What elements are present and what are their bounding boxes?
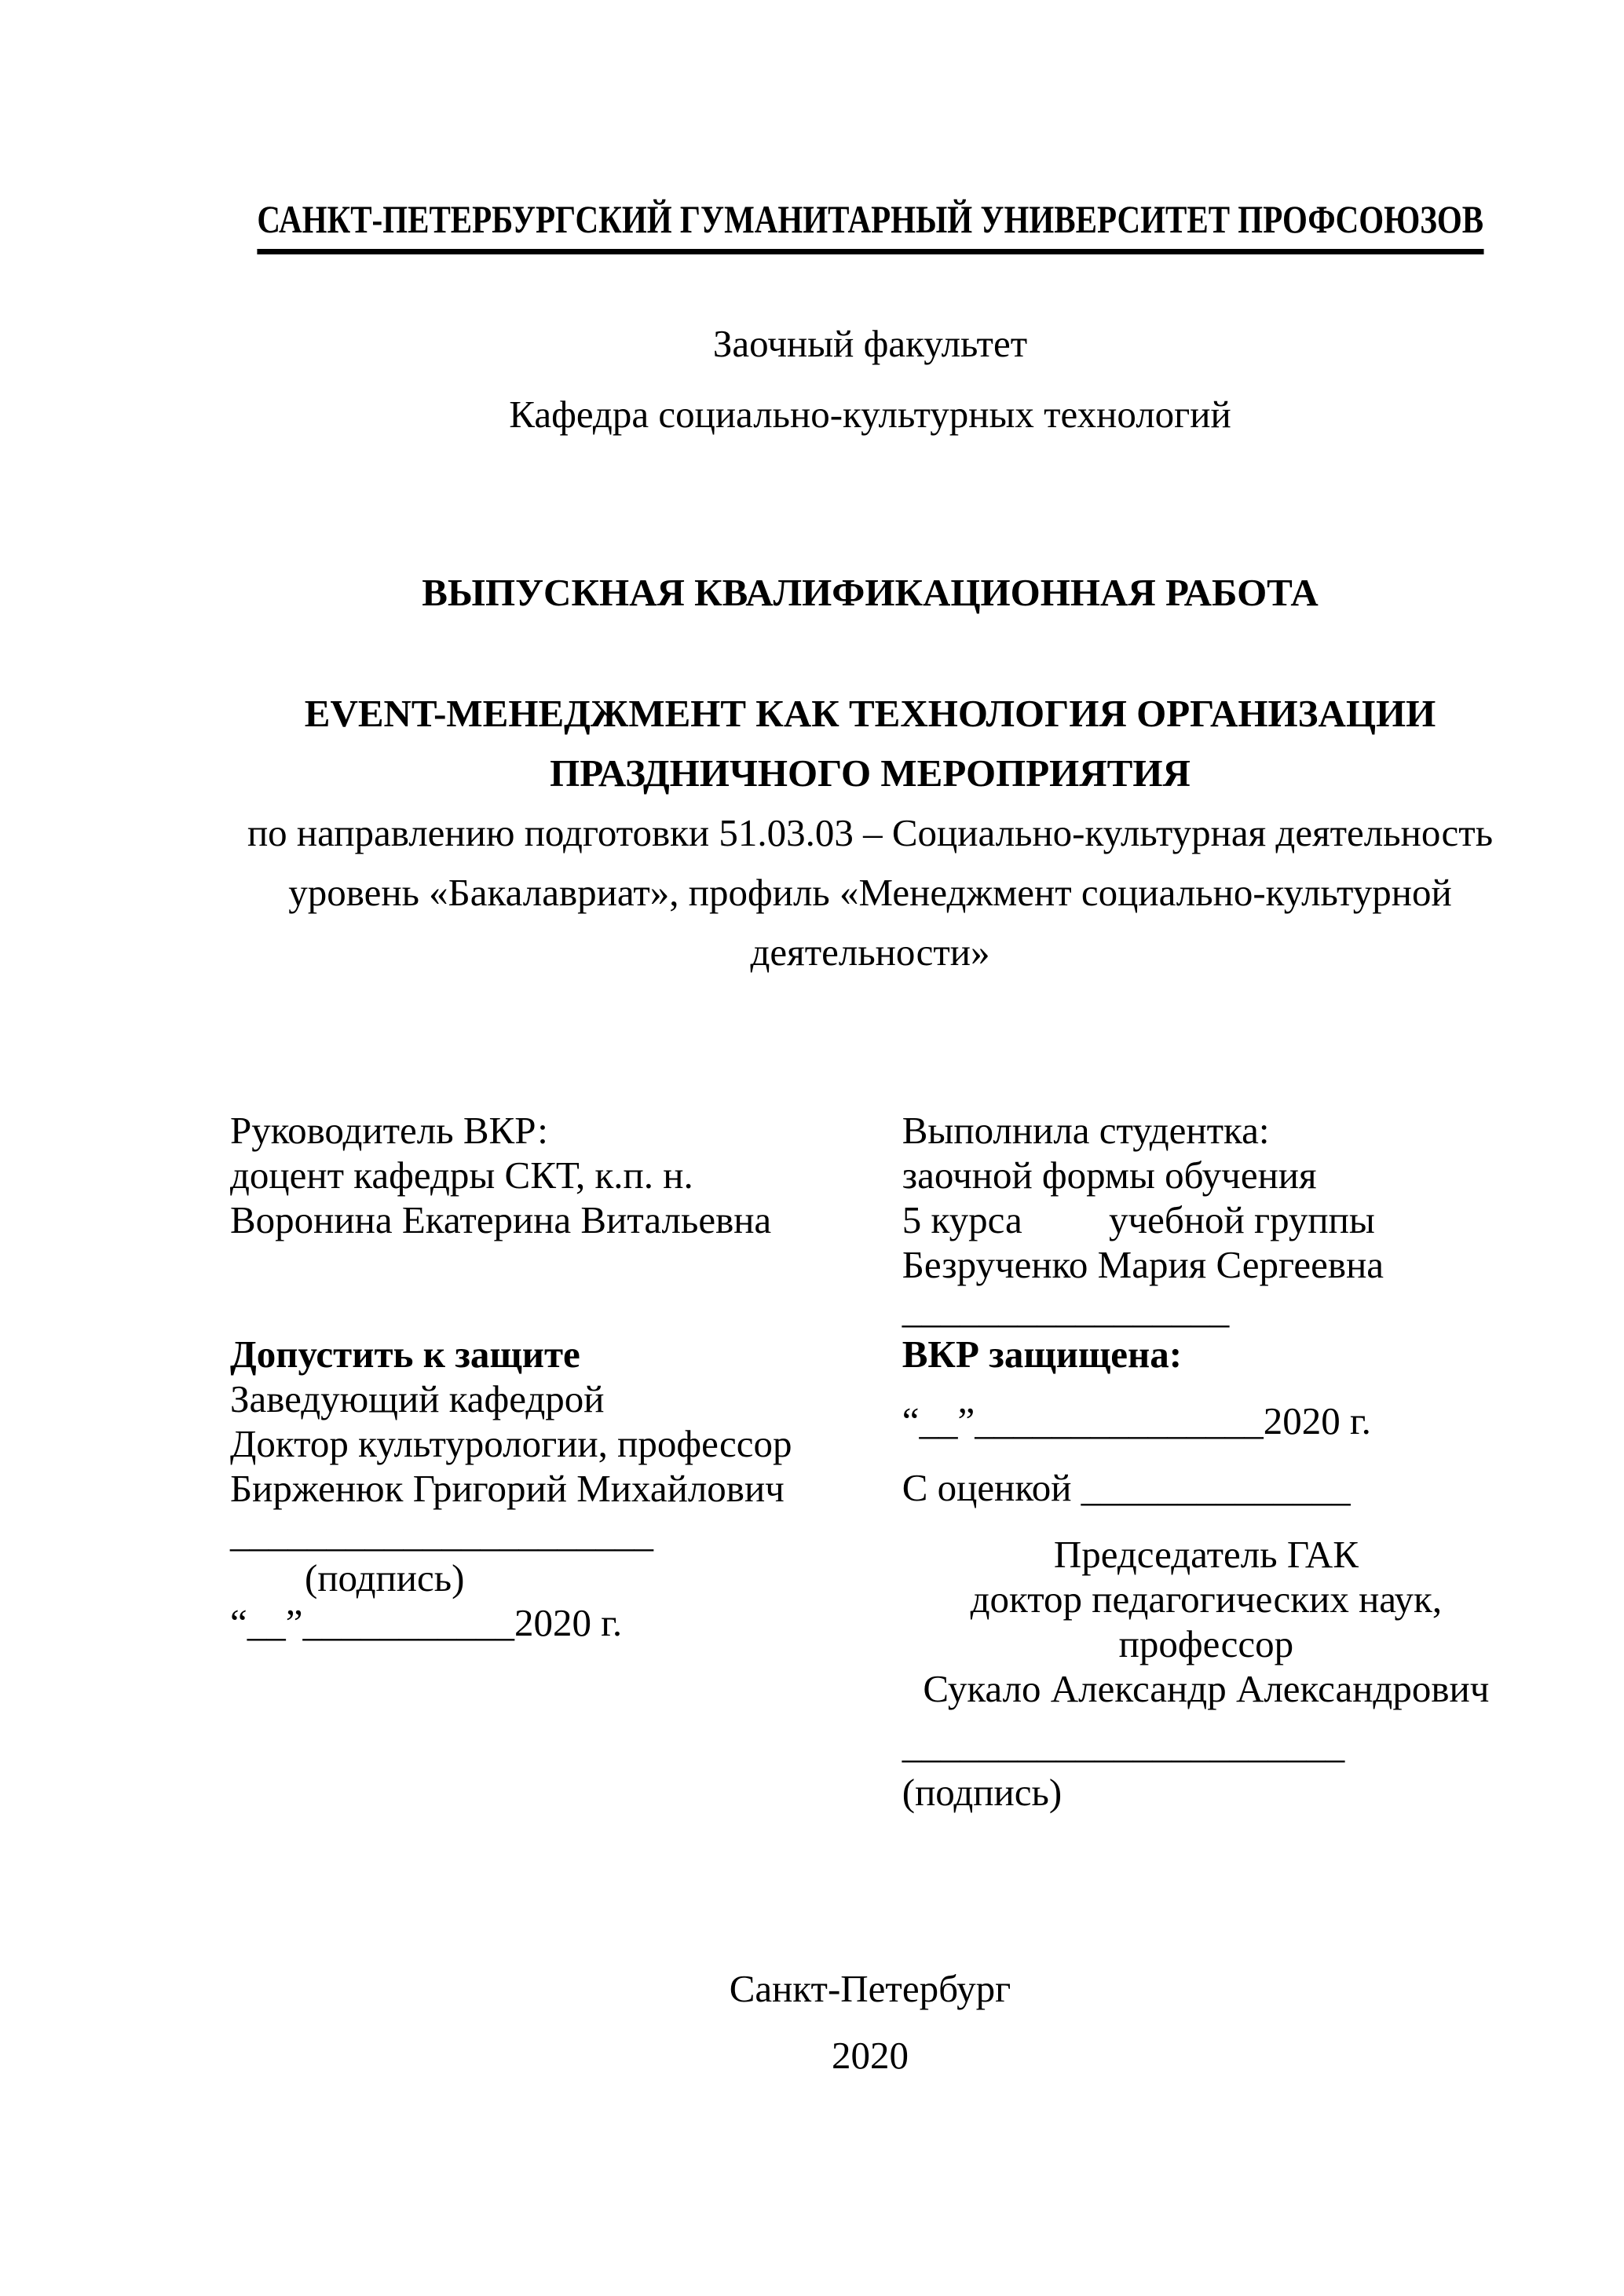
admit-heading: Допустить к защите (230, 1333, 580, 1376)
supervisor-signature-line: ______________________ (230, 1512, 653, 1555)
defended-date-line: “__”_______________2020 г. (902, 1399, 1371, 1442)
faculty-name: Заочный факультет (712, 322, 1028, 365)
thesis-title-block (230, 684, 1510, 982)
chair-block (902, 1532, 1510, 1711)
student-name: Безрученко Мария Сергеевна (902, 1243, 1384, 1286)
level-profile-line2: деятельности» (750, 930, 990, 974)
university-name: САНКТ-ПЕТЕРБУРГСКИЙ ГУМАНИТАРНЫЙ УНИВЕРСИТЕТ ПРОФСОЮЗОВ (257, 196, 1483, 254)
student-label: Выполнила студентка: (902, 1109, 1270, 1152)
course-group-line: 5 курса учебной группы (902, 1198, 1375, 1241)
supervisor-label: Руководитель ВКР: (230, 1109, 548, 1152)
defended-heading: ВКР защищена: (902, 1333, 1183, 1376)
supervisor-column (230, 1108, 902, 1815)
study-form: заочной формы обучения (902, 1153, 1317, 1197)
admit-date-line: “__”___________2020 г. (230, 1601, 623, 1644)
program-line: по направлению подготовки 51.03.03 – Социально-культурная деятельность (247, 811, 1494, 854)
chair-name: Сукало Александр Александрович (923, 1667, 1490, 1710)
thesis-title-line1: EVENT-МЕНЕДЖМЕНТ КАК ТЕХНОЛОГИЯ ОРГАНИЗАЦИИ (304, 692, 1436, 735)
supervisor-position: доцент кафедры СКТ, к.п. н. (230, 1153, 693, 1197)
student-signature-line: _________________ (902, 1288, 1230, 1331)
year: 2020 (832, 2034, 909, 2077)
signature-section (230, 1108, 1510, 1815)
chair-rank: профессор (1118, 1622, 1294, 1665)
footer (230, 1960, 1510, 2084)
head-degree: Доктор культурологии, профессор (230, 1422, 792, 1465)
head-position: Заведующий кафедрой (230, 1377, 605, 1420)
chair-title: Председатель ГАК (1053, 1533, 1359, 1576)
thesis-title-line2: ПРАЗДНИЧНОГО МЕРОПРИЯТИЯ (550, 751, 1191, 795)
city: Санкт-Петербург (729, 1967, 1011, 2010)
student-column (902, 1108, 1510, 1815)
supervisor-name: Воронина Екатерина Витальевна (230, 1198, 772, 1241)
head-name: Бирженюк Григорий Михайлович (230, 1467, 785, 1510)
chair-signature-line: _______________________ (902, 1723, 1345, 1766)
chair-degree: доктор педагогических наук, (970, 1578, 1443, 1621)
grade-line: С оценкой ______________ (902, 1466, 1351, 1509)
work-type-heading: ВЫПУСКНАЯ КВАЛИФИКАЦИОННАЯ РАБОТА (422, 571, 1319, 614)
department-name: Кафедра социально-культурных технологий (509, 393, 1231, 436)
level-profile-line1: уровень «Бакалавриат», профиль «Менеджмент социально-культурной (288, 871, 1452, 914)
university-header (230, 196, 1510, 254)
supervisor-signature-caption: (подпись) (305, 1556, 465, 1600)
chair-signature-caption: (подпись) (902, 1771, 1063, 1814)
